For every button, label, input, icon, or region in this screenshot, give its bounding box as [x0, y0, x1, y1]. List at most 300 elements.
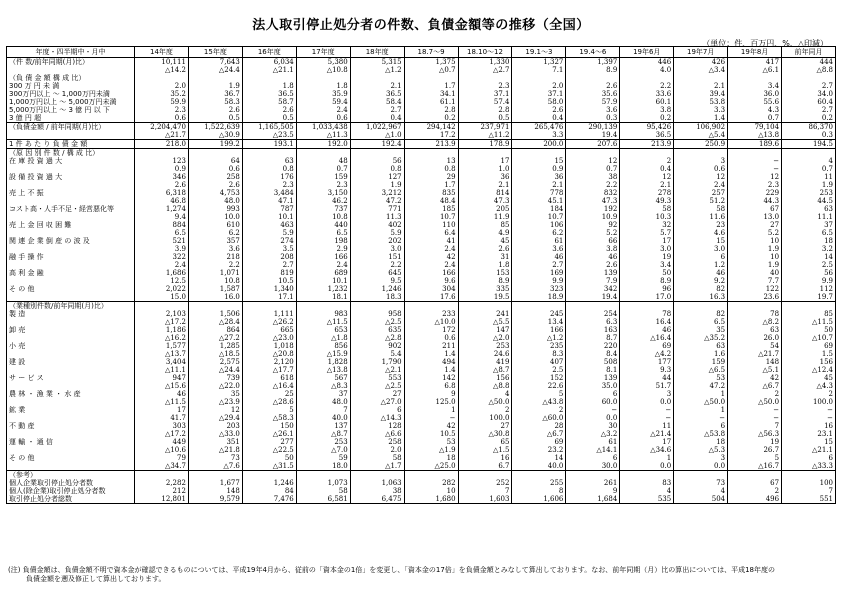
table-cell: 253 — [458, 342, 512, 350]
table-cell: 7.7 — [728, 277, 782, 285]
table-cell: 137 — [296, 422, 350, 430]
table-cell: 86,370 — [782, 123, 836, 132]
table-cell: 11 — [620, 422, 674, 430]
table-cell: 1,022,967 — [350, 123, 404, 132]
table-cell: 11.6 — [674, 213, 728, 221]
table-cell: − — [782, 414, 836, 422]
row-label: 高 利 金 融 — [7, 269, 135, 277]
table-cell: 535 — [620, 495, 674, 504]
table-cell: 1,680 — [404, 495, 458, 504]
table-cell — [296, 302, 350, 311]
table-cell: 152 — [512, 374, 566, 382]
table-row — [7, 487, 836, 495]
table-cell: 203 — [188, 422, 242, 430]
table-cell: 15 — [512, 157, 566, 165]
row-label: 1 件 あ た り 負 債 金 額 — [7, 140, 135, 149]
table-cell: 95,426 — [620, 123, 674, 132]
table-cell: △5.4 — [674, 131, 728, 140]
table-cell: 35.9 — [296, 90, 350, 98]
table-cell: 148 — [728, 358, 782, 366]
table-cell — [350, 302, 404, 311]
table-cell: 0.7 — [296, 165, 350, 173]
row-label: 3 億 円 超 — [7, 114, 135, 123]
table-cell: 218 — [188, 253, 242, 261]
table-cell: 4,753 — [188, 189, 242, 197]
table-cell: 3 — [674, 454, 728, 462]
table-cell: 27 — [728, 221, 782, 229]
table-row — [7, 302, 836, 311]
table-cell: 9.5 — [350, 277, 404, 285]
table-cell: △6.7 — [512, 430, 566, 438]
table-cell: △13.8 — [296, 366, 350, 374]
table-cell: 5,380 — [296, 58, 350, 67]
table-cell: 814 — [458, 189, 512, 197]
table-cell: 7 — [782, 487, 836, 495]
table-cell: 159 — [296, 173, 350, 181]
table-cell — [512, 302, 566, 311]
table-cell: △26.2 — [242, 318, 296, 326]
table-cell: 23.2 — [512, 446, 566, 454]
table-cell — [188, 471, 242, 480]
table-cell: △7.0 — [296, 446, 350, 454]
table-cell: 10.7 — [404, 213, 458, 221]
table-cell: 1,274 — [135, 205, 189, 213]
table-cell: 2.1 — [674, 82, 728, 90]
table-cell: 3.6 — [566, 106, 620, 114]
table-cell: 1,111 — [242, 310, 296, 318]
table-cell: 194.5 — [782, 140, 836, 149]
table-cell: 504 — [674, 495, 728, 504]
table-cell: − — [728, 157, 782, 165]
row-label: 運 輸 ・ 通 信 — [7, 438, 135, 446]
table-cell: 9.9 — [512, 277, 566, 285]
table-cell: 18 — [782, 237, 836, 245]
table-cell: 2.7 — [782, 106, 836, 114]
table-cell: 2.8 — [458, 106, 512, 114]
table-cell: 357 — [188, 237, 242, 245]
table-cell — [242, 471, 296, 480]
table-cell — [242, 74, 296, 82]
table-cell: 12 — [188, 406, 242, 414]
table-cell: 449 — [135, 438, 189, 446]
table-cell — [782, 302, 836, 311]
table-cell: 37 — [296, 390, 350, 398]
table-cell: △25.0 — [404, 462, 458, 471]
table-cell: 36.7 — [188, 90, 242, 98]
table-cell: 156 — [782, 358, 836, 366]
table-cell: 34.1 — [404, 90, 458, 98]
table-cell — [674, 471, 728, 480]
table-cell: 11.1 — [782, 213, 836, 221]
table-cell: 1 — [620, 454, 674, 462]
table-cell: 17.6 — [404, 293, 458, 302]
table-cell: 139 — [566, 269, 620, 277]
table-cell: 0.8 — [350, 165, 404, 173]
table-cell: 947 — [135, 374, 189, 382]
table-cell: 184 — [512, 205, 566, 213]
table-cell: △60.0 — [512, 414, 566, 422]
table-cell: 4.0 — [620, 66, 674, 74]
table-cell: 10.5 — [404, 430, 458, 438]
row-label: 設 備 投 資 過 大 — [7, 173, 135, 181]
table-cell: 2.1 — [350, 82, 404, 90]
table-cell: △50.0 — [458, 398, 512, 406]
table-cell: 3.8 — [566, 245, 620, 253]
table-cell: 1,327 — [512, 58, 566, 67]
table-cell: 19 — [620, 253, 674, 261]
table-cell: 59 — [296, 454, 350, 462]
table-cell: 39.4 — [674, 90, 728, 98]
table-cell: △27.2 — [188, 334, 242, 342]
table-row — [7, 189, 836, 197]
table-cell: 0.9 — [135, 165, 189, 173]
table-cell: 35.6 — [566, 90, 620, 98]
row-label: 5,000万円以上 〜 3 億 円 以 下 — [7, 106, 135, 114]
table-cell — [782, 74, 836, 82]
table-cell: 7 — [728, 422, 782, 430]
table-cell: 2,282 — [135, 479, 189, 487]
table-cell: 27 — [458, 422, 512, 430]
table-cell: 494 — [404, 358, 458, 366]
table-cell: 342 — [566, 285, 620, 293]
table-cell: 551 — [782, 495, 836, 504]
table-cell: 0.7 — [566, 165, 620, 173]
table-cell: 1,186 — [135, 326, 189, 334]
row-label — [7, 382, 135, 390]
table-cell: 2.5 — [512, 366, 566, 374]
table-cell: 10.9 — [566, 213, 620, 221]
table-cell: 14 — [782, 253, 836, 261]
table-cell: 1.0 — [458, 165, 512, 173]
table-cell: 50 — [620, 269, 674, 277]
table-row — [7, 342, 836, 350]
table-cell: 10.0 — [188, 213, 242, 221]
table-cell: 3 — [674, 157, 728, 165]
table-cell: △10.8 — [296, 66, 350, 74]
table-cell: 148 — [188, 487, 242, 495]
table-cell: 15 — [674, 237, 728, 245]
table-row — [7, 82, 836, 90]
table-cell: 35 — [674, 326, 728, 334]
table-cell: 35 — [188, 390, 242, 398]
row-label — [7, 366, 135, 374]
table-cell: 100.0 — [782, 398, 836, 406]
table-cell: 0.8 — [404, 165, 458, 173]
table-cell: − — [566, 406, 620, 414]
table-cell: 274 — [242, 237, 296, 245]
table-cell — [135, 471, 189, 480]
table-cell: △8.3 — [296, 382, 350, 390]
table-cell: 0.2 — [404, 114, 458, 123]
table-cell: 253 — [782, 189, 836, 197]
table-cell: 73 — [188, 454, 242, 462]
table-cell: △21.1 — [782, 446, 836, 454]
table-cell: 11.9 — [458, 213, 512, 221]
table-cell: 189.6 — [728, 140, 782, 149]
table-cell — [242, 149, 296, 158]
table-cell: 5,315 — [350, 58, 404, 67]
table-cell: 322 — [135, 253, 189, 261]
table-row — [7, 438, 836, 446]
table-cell: 42 — [404, 422, 458, 430]
table-cell: 1.7 — [404, 82, 458, 90]
table-row — [7, 406, 836, 414]
table-cell: 169 — [512, 269, 566, 277]
table-cell: △5.5 — [458, 318, 512, 326]
table-cell — [782, 471, 836, 480]
table-cell — [404, 149, 458, 158]
table-cell: 48.4 — [404, 197, 458, 205]
table-cell: 46 — [512, 253, 566, 261]
table-cell: − — [404, 414, 458, 422]
table-cell — [188, 302, 242, 311]
table-cell: △1.7 — [350, 462, 404, 471]
table-cell: 9.4 — [135, 213, 189, 221]
table-cell: 192 — [566, 205, 620, 213]
table-cell: 1 — [674, 406, 728, 414]
table-cell: 3.0 — [674, 245, 728, 253]
table-row — [7, 293, 836, 302]
table-row — [7, 66, 836, 74]
table-cell: 3.5 — [242, 245, 296, 253]
table-cell — [728, 149, 782, 158]
table-cell: △16.4 — [242, 382, 296, 390]
table-cell: 58.0 — [512, 98, 566, 106]
table-cell: △56.3 — [728, 430, 782, 438]
table-cell: 253 — [296, 438, 350, 446]
table-cell: 5 — [512, 390, 566, 398]
table-cell: 5.2 — [728, 229, 782, 237]
table-cell: 6 — [782, 454, 836, 462]
table-cell: 122 — [728, 285, 782, 293]
table-cell: 36.0 — [728, 90, 782, 98]
table-cell: 6 — [566, 454, 620, 462]
footnote — [8, 566, 834, 584]
table-cell: 1,340 — [242, 285, 296, 293]
table-cell: 1.9 — [350, 181, 404, 189]
table-cell: 4 — [674, 487, 728, 495]
column-header: 14年度 — [135, 47, 189, 58]
table-cell: △10.6 — [135, 446, 189, 454]
table-cell: △13.8 — [728, 131, 782, 140]
table-cell: 5.9 — [350, 229, 404, 237]
table-cell: 3.9 — [135, 245, 189, 253]
table-cell: 2.2 — [566, 181, 620, 189]
table-cell: 261 — [566, 479, 620, 487]
table-cell: 6,318 — [135, 189, 189, 197]
table-cell: 208 — [242, 253, 296, 261]
table-cell: 0.0 — [620, 398, 674, 406]
table-cell: 1,606 — [512, 495, 566, 504]
table-cell: △23.9 — [188, 398, 242, 406]
table-cell: 18.1 — [296, 293, 350, 302]
table-cell: 50 — [242, 454, 296, 462]
table-row — [7, 181, 836, 189]
row-label: 300 万 円 未 満 — [7, 82, 135, 90]
table-cell: 128 — [350, 422, 404, 430]
table-cell: △20.8 — [242, 350, 296, 358]
table-cell: 856 — [296, 342, 350, 350]
table-cell: 2.6 — [135, 181, 189, 189]
table-cell: 1,506 — [188, 310, 242, 318]
table-row — [7, 131, 836, 140]
table-cell: △23.5 — [242, 131, 296, 140]
table-cell: △34.7 — [135, 462, 189, 471]
table-cell: 53.8 — [674, 98, 728, 106]
table-cell: 2.6 — [188, 106, 242, 114]
table-cell: 819 — [242, 269, 296, 277]
table-cell: △28.4 — [188, 318, 242, 326]
table-cell: 29 — [404, 173, 458, 181]
table-cell: 26.0 — [728, 334, 782, 342]
row-label: 取引停止処分者総数 — [7, 495, 135, 504]
table-cell: 335 — [458, 285, 512, 293]
column-header: 19.1〜3 — [512, 47, 566, 58]
table-row — [7, 382, 836, 390]
table-cell: △11.3 — [296, 131, 350, 140]
table-cell: 185 — [404, 205, 458, 213]
table-cell: 265,476 — [512, 123, 566, 132]
table-cell — [350, 471, 404, 480]
table-cell: △28.6 — [242, 398, 296, 406]
table-cell: 237,971 — [458, 123, 512, 132]
table-cell: 9.6 — [404, 277, 458, 285]
table-cell: 207.6 — [566, 140, 620, 149]
table-cell: △33.3 — [782, 462, 836, 471]
table-cell — [458, 74, 512, 82]
table-cell: △21.7 — [135, 131, 189, 140]
table-cell: 0.4 — [512, 114, 566, 123]
table-cell: 33.6 — [620, 90, 674, 98]
table-cell: 1.2 — [674, 261, 728, 269]
table-cell: △24.4 — [188, 366, 242, 374]
table-cell: △8.7 — [458, 366, 512, 374]
table-cell: 40.0 — [296, 414, 350, 422]
table-cell: 166 — [512, 326, 566, 334]
table-cell — [296, 149, 350, 158]
table-cell: 156 — [458, 374, 512, 382]
table-cell: △1.2 — [512, 334, 566, 342]
table-cell: 10.8 — [296, 213, 350, 221]
table-cell: 0.5 — [188, 114, 242, 123]
table-cell: △50.0 — [674, 398, 728, 406]
table-cell: 61 — [512, 237, 566, 245]
table-cell: 2.4 — [296, 106, 350, 114]
table-cell: 2,204,470 — [135, 123, 189, 132]
table-cell — [350, 74, 404, 82]
table-cell: 79 — [135, 454, 189, 462]
table-cell: 2 — [782, 390, 836, 398]
table-cell: 14 — [512, 454, 566, 462]
table-row — [7, 123, 836, 132]
table-cell: 835 — [404, 189, 458, 197]
table-row — [7, 285, 836, 293]
table-cell: 35.2 — [135, 90, 189, 98]
table-cell: 258 — [188, 173, 242, 181]
table-cell: 78 — [620, 310, 674, 318]
row-label: 売 上 金 回 収 困 難 — [7, 221, 135, 229]
row-label — [7, 165, 135, 173]
table-cell: 417 — [728, 58, 782, 67]
table-cell: 407 — [512, 358, 566, 366]
column-header: 19年7月 — [674, 47, 728, 58]
table-cell: 2.3 — [458, 82, 512, 90]
table-cell: 1 — [404, 406, 458, 414]
column-header: 18.10〜12 — [458, 47, 512, 58]
table-cell: 9 — [566, 487, 620, 495]
table-cell: 16.3 — [674, 293, 728, 302]
row-label: 1,000万円以上 〜 5,000万円未満 — [7, 98, 135, 106]
table-cell: 82 — [674, 285, 728, 293]
row-label — [7, 446, 135, 454]
table-cell: 17 — [620, 438, 674, 446]
table-cell: 151 — [350, 253, 404, 261]
table-cell: 35.0 — [566, 382, 620, 390]
table-cell: 440 — [296, 221, 350, 229]
table-cell: 1,018 — [242, 342, 296, 350]
table-cell: 737 — [296, 205, 350, 213]
table-cell: △14.3 — [350, 414, 404, 422]
table-cell: △1.2 — [350, 66, 404, 74]
table-cell: 73 — [674, 479, 728, 487]
table-cell: 3.0 — [350, 245, 404, 253]
table-cell: 8.4 — [566, 350, 620, 358]
table-cell: 16 — [782, 422, 836, 430]
table-cell: 463 — [242, 221, 296, 229]
table-cell: 233 — [404, 310, 458, 318]
table-cell: 0.8 — [242, 165, 296, 173]
table-cell: 16.0 — [188, 293, 242, 302]
table-cell: 778 — [512, 189, 566, 197]
table-cell: 1.4 — [404, 366, 458, 374]
table-cell: 19.7 — [782, 293, 836, 302]
table-cell: △16.2 — [135, 334, 189, 342]
table-cell: 11.3 — [350, 213, 404, 221]
table-cell: 12 — [728, 173, 782, 181]
table-cell: 60.0 — [566, 398, 620, 406]
table-cell: 277 — [242, 438, 296, 446]
table-cell: 100.0 — [458, 414, 512, 422]
table-cell: △30.9 — [188, 131, 242, 140]
table-row — [7, 149, 836, 158]
table-cell: 66 — [566, 237, 620, 245]
table-cell: △11.1 — [135, 366, 189, 374]
table-cell: 229 — [728, 189, 782, 197]
table-cell: 5.9 — [242, 229, 296, 237]
table-cell: 51.7 — [620, 382, 674, 390]
table-cell: 689 — [296, 269, 350, 277]
row-label: （負債金額 / 前年同期(月)比） — [7, 123, 135, 132]
column-header: 19.4〜6 — [566, 47, 620, 58]
table-cell: 42 — [728, 374, 782, 382]
table-cell: 37 — [782, 221, 836, 229]
table-row — [7, 58, 836, 67]
row-label — [7, 229, 135, 237]
table-cell: − — [620, 414, 674, 422]
table-cell: 864 — [188, 326, 242, 334]
table-cell: 48.0 — [188, 197, 242, 205]
table-cell: 25 — [242, 390, 296, 398]
table-cell: 92 — [566, 221, 620, 229]
table-cell: 426 — [674, 58, 728, 67]
table-cell: 258 — [350, 438, 404, 446]
table-row — [7, 366, 836, 374]
table-cell: 0.5 — [458, 114, 512, 123]
table-cell: △27.0 — [350, 398, 404, 406]
table-cell: 63 — [728, 326, 782, 334]
table-cell: 6,034 — [242, 58, 296, 67]
table-cell — [458, 302, 512, 311]
